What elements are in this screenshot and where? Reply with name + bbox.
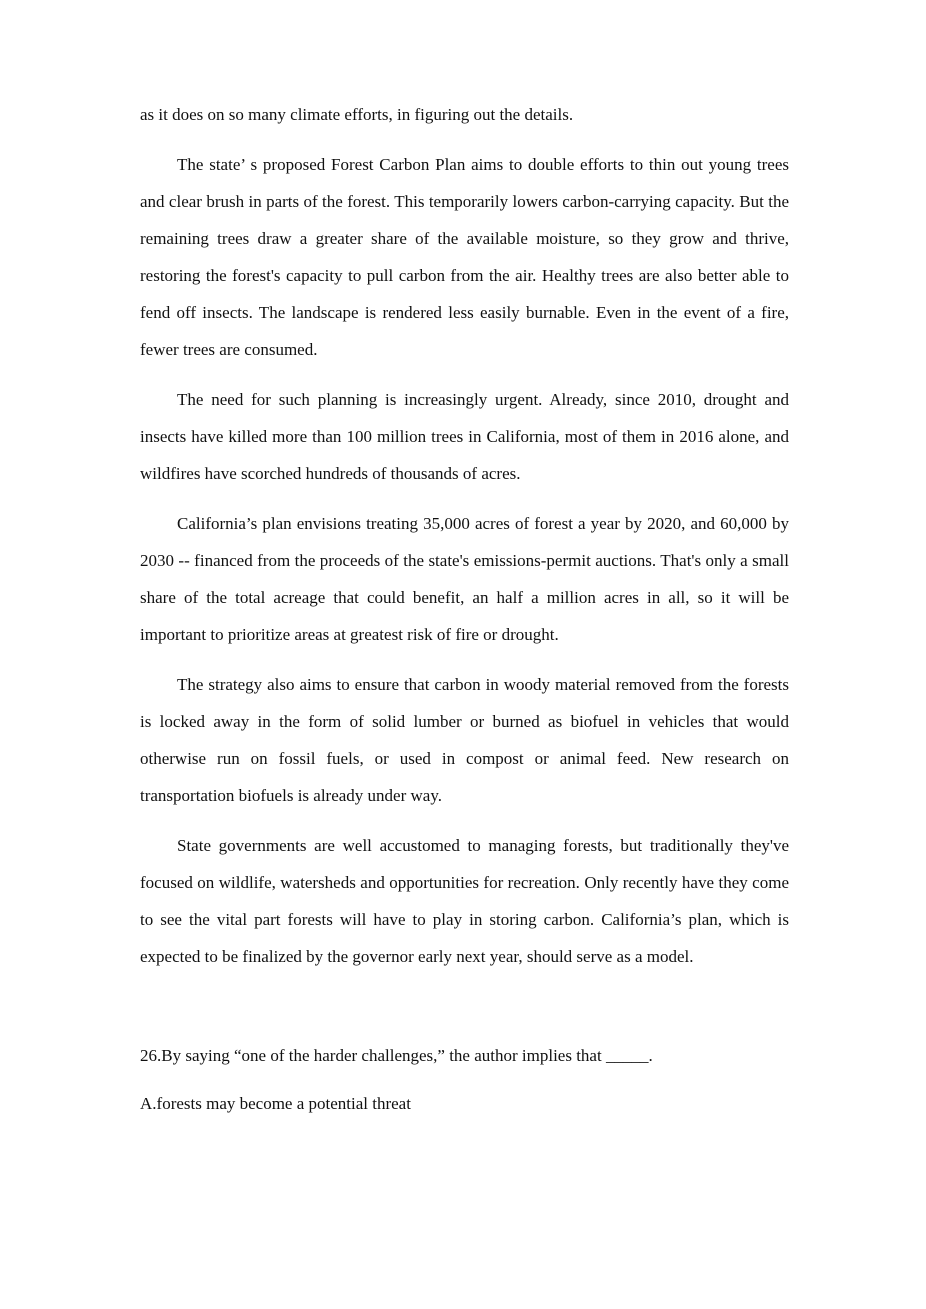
passage-paragraph-forest-carbon-plan: The state’ s proposed Forest Carbon Plan aims to double efforts to thin out young trees and clear brush in parts of the forest. This temporarily lowers carbon-carrying capacity. But the remaining trees draw a greater share of the available moisture, so they grow and thrive, restoring the forest's capacity to pull carbon from the air. Healthy trees are also better able to fend off insects. The landscape is rendered less easily burnable. Even in the event of a fire, fewer trees are consumed. <box>140 155 789 359</box>
passage-paragraph-state-governments: State governments are well accustomed to managing forests, but traditionally they've focused on wildlife, watersheds and opportunities for recreation. Only recently have they come to see the vital part forests will have to play in storing carbon. California’s plan, which is expected to be finalized by the governor early next year, should serve as a model. <box>140 836 789 966</box>
passage-continuation-line: as it does on so many climate efforts, in figuring out the details. <box>140 105 574 124</box>
passage-paragraph-woody-material: The strategy also aims to ensure that carbon in woody material removed from the forests is locked away in the form of solid lumber or burned as biofuel in vehicles that would otherwise run on fossil fuels, or used in compost or animal feed. New research on transportation biofuels is already under way. <box>140 675 789 805</box>
question-26-option-a: A.forests may become a potential threat <box>140 1094 411 1113</box>
passage-paragraph-urgent-need: The need for such planning is increasingly urgent. Already, since 2010, drought and insects have killed more than 100 million trees in California, most of them in 2016 alone, and wildfires have scorched hundreds of thousands of acres. <box>140 390 789 483</box>
question-block <box>140 1037 789 1122</box>
passage-text-block <box>140 96 789 1122</box>
passage-paragraph-treatment-acreage: California’s plan envisions treating 35,000 acres of forest a year by 2020, and 60,000 by 2030 -- financed from the proceeds of the state's emissions-permit auctions. That's only a small share of the total acreage that could benefit, an half a million acres in all, so it will be important to prioritize areas at greatest risk of fire or drought. <box>140 514 789 644</box>
question-26: 26.By saying “one of the harder challenges,” the author implies that _____. <box>140 1046 653 1065</box>
